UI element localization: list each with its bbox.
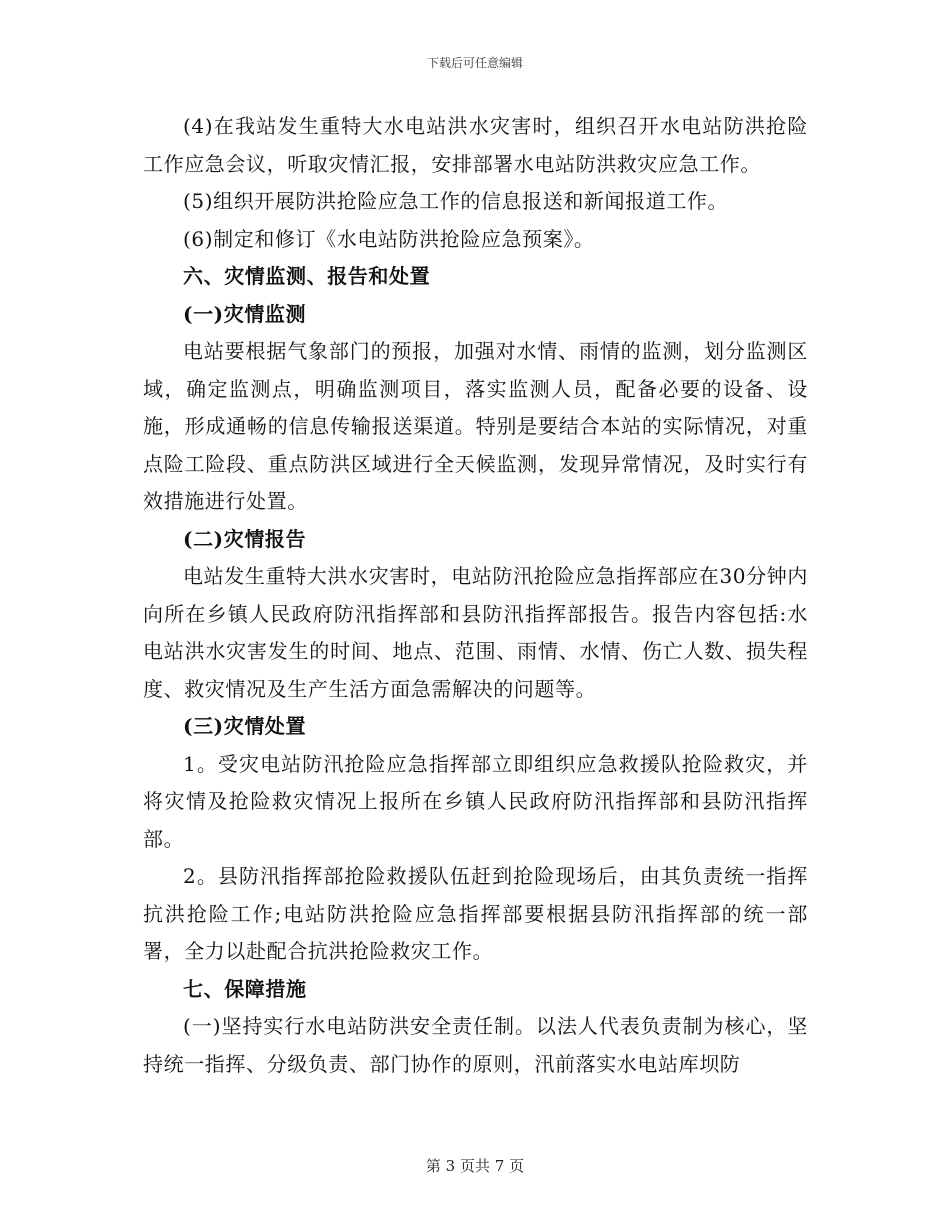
section-heading-6: 六、灾情监测、报告和处置 bbox=[183, 264, 431, 288]
paragraph-duty-4: (4)在我站发生重特大水电站洪水灾害时，组织召开水电站防洪抢险工作应急会议，听取灾情汇报，安排部署水电站防洪救灾应急工作。 bbox=[143, 114, 808, 176]
paragraph-monitoring: 电站要根据气象部门的预报，加强对水情、雨情的监测，划分监测区域，确定监测点，明确监测项目，落实监测人员，配备必要的设备、设施，形成通畅的信息传输报送渠道。特别是要结合本站的实际情况，对重点险工险段、重点防洪区域进行全天候监测，发现异常情况，及时实行有效措施进行处置。 bbox=[143, 339, 808, 513]
document-body bbox=[143, 108, 808, 1083]
paragraph-handling-1: 1。受灾电站防汛抢险应急指挥部立即组织应急救援队抢险救灾，并将灾情及抢险救灾情况上报所在乡镇人民政府防汛指挥部和县防汛指挥部。 bbox=[143, 751, 808, 851]
paragraph-handling-2: 2。县防汛指挥部抢险救援队伍赶到抢险现场后，由其负责统一指挥抗洪抢险工作;电站防洪抢险应急指挥部要根据县防汛指挥部的统一部署，全力以赴配合抗洪抢险救灾工作。 bbox=[143, 864, 808, 963]
subheading-reporting: (二)灾情报告 bbox=[183, 526, 307, 551]
page-header: 下载后可任意编辑 bbox=[426, 56, 523, 70]
paragraph-safeguard-1: (一)坚持实行水电站防洪安全责任制。以法人代表负责制为核心，坚持统一指挥、分级负责、部门协作的原则，汛前落实水电站库坝防 bbox=[143, 1014, 808, 1076]
page-footer: 第 3 页共 7 页 bbox=[425, 1157, 525, 1175]
subheading-monitoring: (一)灾情监测 bbox=[183, 301, 307, 326]
section-heading-7: 七、保障措施 bbox=[183, 976, 307, 1001]
paragraph-duty-5: (5)组织开展防洪抢险应急工作的信息报送和新闻报道工作。 bbox=[183, 189, 729, 213]
paragraph-reporting: 电站发生重特大洪水灾害时，电站防汛抢险应急指挥部应在30分钟内向所在乡镇人民政府防汛指挥部和县防汛指挥部报告。报告内容包括:水电站洪水灾害发生的时间、地点、范围、雨情、水情、伤亡人数、损失程度、救灾情况及生产生活方面急需解决的问题等。 bbox=[143, 564, 808, 701]
subheading-handling: (三)灾情处置 bbox=[183, 714, 307, 738]
paragraph-duty-6: (6)制定和修订《水电站防洪抢险应急预案》。 bbox=[183, 226, 595, 251]
